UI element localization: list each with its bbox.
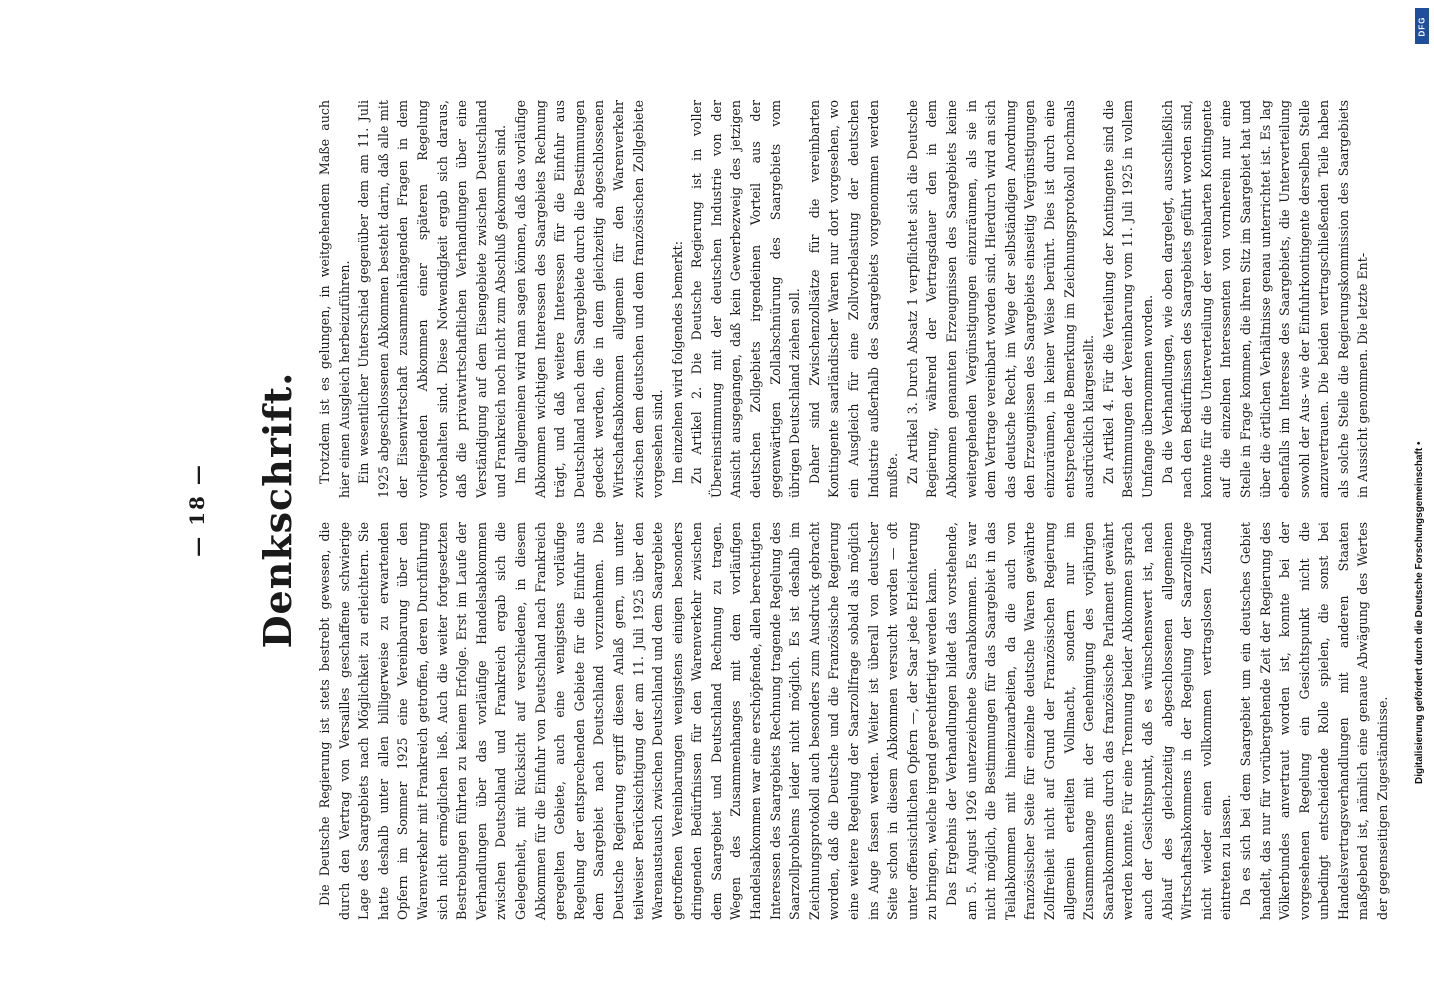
digitization-credit-text: Digitalisierung gefördert durch die Deutsche Forschungsgemeinschaft • <box>1414 441 1425 784</box>
rotated-document-page <box>185 100 1391 920</box>
dfg-logo: DFG <box>1415 8 1429 44</box>
paragraph: Im allgemeinen wird man sagen können, daß das vorläufige Abkommen wichtigen Interessen des Saargebiets Rechnung trägt, und daß weitere Interessen für die Einfuhr aus Deutschland nach dem Saargebiete durch die Bestimmungen gedeckt werden, die in dem gleichzeitig abgeschlossenen Wirtschaftsabkommen allgemein für den Warenverkehr zwischen dem deutschen und dem französischen Zollgebiete vorgesehen sind. <box>512 100 666 498</box>
text-columns <box>315 100 1391 920</box>
paragraph: Im einzelnen wird folgendes bemerkt: <box>669 241 685 484</box>
paragraph: Ein wesentlicher Unterschied gegenüber dem am 11. Juli 1925 abgeschlossenen Abkommen besteht darin, daß alle mit der Eisenwirtschaft zusammenhängenden Fragen in dem vorliegenden Abkommen einer späteren Regelung vorbehalten sind. Diese Notwendigkeit ergab sich daraus, daß die privatwirtschaftlichen Verhandlungen über eine Verständigung auf dem Eisengebiete zwischen Deutschland und Frankreich noch nicht zum Abschluß gekommen sind. <box>356 100 509 498</box>
paragraph: Die Deutsche Regierung ist stets bestrebt gewesen, die durch den Vertrag von Versailles geschaffene schwierige Lage des Saargebiets nach Möglichkeit zu erleichtern. Sie hatte deshalb unter allen billigerweise zu erwartenden Opfern im Sommer 1925 eine Vereinbarung über den Warenverkehr mit Frankreich getroffen, deren Durchführung sich nicht ermöglichen ließ. Auch die weiter fortgesetzten Bestrebungen führten zu keinem Erfolge. Erst im Laufe der Verhandlungen über das vorläufige Handelsabkommen zwischen Deutschland und Frankreich ergab sich die Gelegenheit, mit Rücksicht auf verschiedene, in diesem Abkommen für die Einfuhr von Deutschland nach Frankreich geregelten Gebiete, auch eine wenigstens vorläufige Regelung der entsprechenden Gebiete für die Einfuhr aus dem Saargebiet nach Deutschland vorzunehmen. Die Deutsche Regierung ergriff diesen Anlaß gern, um unter teilweiser Berücksichtigung der am 11. Juli 1925 über den Warenaustausch zwischen Deutschland und dem Saargebiete getroffenen Vereinbarungen wenigstens einigen besonders dringenden Bedürfnissen für den Warenverkehr zwischen dem Saargebiet und Deutschland Rechnung zu tragen. Wegen des Zusammenhanges mit dem vorläufigen Handelsabkommen war eine erschöpfende, allen berechtigten Interessen des Saargebiets Rechnung tragende Regelung des Saarzollproblems leider nicht möglich. Es ist deshalb im Zeichnungsprotokoll auch besonders zum Ausdruck gebracht worden, daß die Deutsche und die Französische Regierung eine weitere Regelung der Saarzollfrage sobald als möglich ins Auge fassen werden. Weiter ist überall von deutscher Seite schon in diesem Abkommen versucht worden — oft unter offensichtlichen Opfern —, der Saar jede Erleichterung zu bringen, welche irgend gerechtfertigt werden kann. <box>317 522 940 920</box>
paragraph: Trotzdem ist es gelungen, in weitgehendem Maße auch hier einen Ausgleich herbeizuführen. <box>317 100 352 498</box>
text-column-right <box>315 100 1371 498</box>
page-number: — 18 — <box>185 463 209 557</box>
digitization-credit-bar <box>1414 8 1430 992</box>
article-paragraph: Zu Artikel 4. Für die Verteilung der Kontingente sind die Bestimmungen der Vereinbarung vom 11. Juli 1925 in vollem Umfange übernommen worden. <box>1100 100 1155 498</box>
text-column-left <box>315 522 1391 920</box>
page-title: Denkschrift. <box>255 371 300 649</box>
paragraph: Da es sich bei dem Saargebiet um ein deutsches Gebiet handelt, das nur für vorübergehende Zeit der Regierung des Völkerbundes anvertraut worden ist, konnte bei der vorgesehenen Regelung ein Gesichtspunkt nicht die unbedingt entscheidende Rolle spielen, die sonst bei Handelsvertragsverhandlungen mit anderen Staaten maßgebend ist, nämlich eine genaue Abwägung des Wertes der gegenseitigen Zugeständnisse. <box>1237 522 1391 920</box>
paragraph: Das Ergebnis der Verhandlungen bildet das vorstehende, am 5. August 1926 unterzeichnete Saarabkommen. Es war nicht möglich, die Bestimmungen für das Saargebiet in das Teilabkommen mit hineinzuarbeiten, da die auch von französischer Seite für einzelne deutsche Waren gewährte Zollfreiheit nicht auf Grund der Französischen Regierung allgemein erteilten Vollmacht, sondern nur im Zusammenhange mit der Genehmigung des vorjährigen Saarabkommens durch das französische Parlament gewährt werden konnte. Für eine Trennung beider Abkommen sprach auch der Gesichtspunkt, daß es wünschenswert ist, nach Ablauf des gleichzeitig abgeschlossenen allgemeinen Wirtschaftsabkommens in der Regelung der Saarzollfrage nicht wieder einen vollkommen vertragslosen Zustand eintreten zu lassen. <box>944 522 1234 920</box>
article-paragraph: Zu Artikel 3. Durch Absatz 1 verpflichtet sich die Deutsche Regierung, während der Vertragsdauer den in dem Abkommen genannten Erzeugnissen des Saargebiets keine weitergehenden Vergünstigungen einzuräumen, als sie in dem Vertrage vereinbart worden sind. Hierdurch wird an sich das deutsche Recht, im Wege der selbständigen Anordnung den Erzeugnissen des Saargebiets einseitig Vergünstigungen einzuräumen, in keiner Weise berührt. Dies ist durch eine entsprechende Bemerkung im Zeichnungsprotokoll nochmals ausdrücklich klargestellt. <box>904 100 1097 498</box>
paragraph: Daher sind Zwischenzollsätze für die vereinbarten Kontingente saarländischer Waren nur dort vorgesehen, wo ein Ausgleich für eine Zollvorbelastung der deutschen Industrie außerhalb des Saargebiets vorgenommen werden mußte. <box>806 100 901 498</box>
article-paragraph: Zu Artikel 2. Die Deutsche Regierung ist in voller Übereinstimmung mit der deutschen Industrie von der Ansicht ausgegangen, daß kein Gewerbezweig des jetzigen deutschen Zollgebiets irgendeinen Vorteil aus der gegenwärtigen Zollabschnürung des Saargebiets vom übrigen Deutschland ziehen soll. <box>689 100 803 498</box>
paragraph: Da die Verhandlungen, wie oben dargelegt, ausschließlich nach den Bedürfnissen des Saargebiets geführt worden sind, konnte für die Unterverteilung der vereinbarten Kontingente auf die einzelnen Interessenten von vornherein nur eine Stelle in Frage kommen, die ihren Sitz im Saargebiet hat und über die örtlichen Verhältnisse genau unterrichtet ist. Es lag ebenfalls im Interesse des Saargebiets, die Unterverteilung sowohl der Aus- wie der Einfuhrkontingente derselben Stelle anzuvertrauen. Die beiden vertragschließenden Teile haben als solche Stelle die Regierungskommission des Saargebiets in Aussicht genommen. Die letzte Ent- <box>1159 100 1371 498</box>
